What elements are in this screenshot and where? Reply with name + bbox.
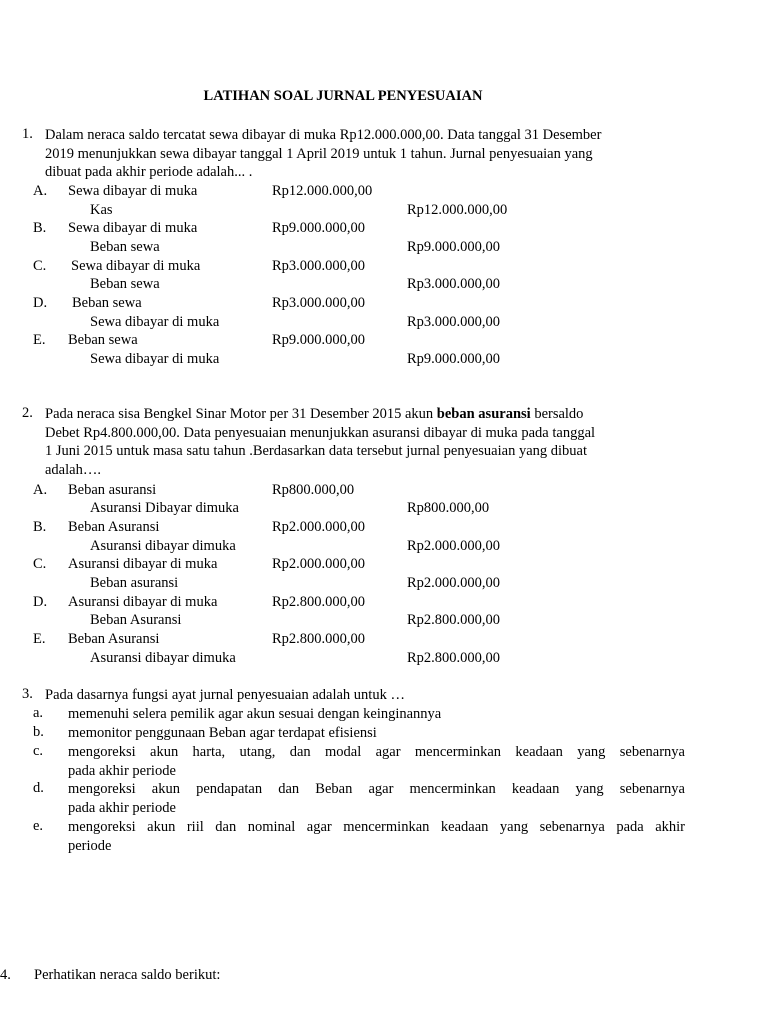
choice-line: pada akhir periode: [68, 799, 176, 816]
debit-account: Asuransi dibayar di muka: [68, 556, 218, 572]
debit-amount: Rp800.000,00: [272, 482, 355, 498]
option-letter: D.: [33, 295, 48, 311]
choice-letter: b.: [33, 724, 44, 740]
credit-amount: Rp12.000.000,00: [407, 202, 508, 218]
option-letter: C.: [33, 258, 47, 274]
choice-line: memonitor penggunaan Beban agar terdapat efisiensi: [68, 725, 377, 741]
question-text: Pada dasarnya fungsi ayat jurnal penyesuaian adalah untuk …: [45, 687, 405, 703]
option-letter: B.: [33, 519, 47, 535]
choice-line: mengoreksi akun harta, utang, dan modal agar mencerminkan keadaan yang sebenarnya: [68, 744, 685, 760]
credit-amount: Rp800.000,00: [407, 500, 490, 516]
question-number: 2.: [22, 405, 33, 421]
debit-account: Beban Asuransi: [68, 519, 160, 535]
choice-line: mengoreksi akun pendapatan dan Beban agar mencerminkan keadaan yang sebenarnya: [68, 781, 685, 797]
question-line: [45, 405, 690, 424]
question-text: [45, 126, 690, 182]
debit-amount: Rp9.000.000,00: [272, 220, 366, 236]
choice-line: periode: [68, 837, 112, 854]
debit-account: Sewa dibayar di muka: [68, 220, 198, 236]
question-text-segment: Pada neraca sisa Bengkel Sinar Motor per 31 Desember 2015 akun: [45, 406, 437, 422]
credit-account: Beban sewa: [90, 239, 160, 255]
debit-account: Sewa dibayar di muka: [71, 258, 201, 274]
choice-text: [68, 780, 685, 817]
credit-amount: Rp2.800.000,00: [407, 650, 501, 666]
choice-text: [68, 705, 685, 724]
debit-amount: Rp2.000.000,00: [272, 556, 366, 572]
debit-account: Asuransi dibayar di muka: [68, 594, 218, 610]
option-letter: D.: [33, 594, 48, 610]
question-text: [45, 405, 690, 479]
question-line: Dalam neraca saldo tercatat sewa dibayar di muka Rp12.000.000,00. Data tanggal 31 Desember: [45, 127, 602, 143]
question-text: Perhatikan neraca saldo berikut:: [34, 967, 221, 983]
credit-amount: Rp2.000.000,00: [407, 538, 501, 554]
debit-amount: Rp12.000.000,00: [272, 183, 373, 199]
choice-line: mengoreksi akun riil dan nominal agar mencerminkan keadaan yang sebenarnya pada akhir: [68, 819, 685, 835]
question-line: 2019 menunjukkan sewa dibayar tanggal 1 April 2019 untuk 1 tahun. Jurnal penyesuaian yang: [45, 145, 593, 162]
debit-amount: Rp3.000.000,00: [272, 258, 366, 274]
debit-account: Beban sewa: [72, 295, 142, 311]
choice-letter: e.: [33, 818, 44, 834]
debit-account: Beban Asuransi: [68, 631, 160, 647]
debit-account: Beban sewa: [68, 332, 138, 348]
credit-amount: Rp9.000.000,00: [407, 239, 501, 255]
credit-account: Beban asuransi: [90, 575, 179, 591]
debit-account: Beban asuransi: [68, 482, 157, 498]
credit-account: Beban sewa: [90, 276, 160, 292]
question-number: 4.: [0, 967, 11, 983]
option-letter: E.: [33, 631, 46, 647]
credit-amount: Rp3.000.000,00: [407, 276, 501, 292]
credit-account: Asuransi dibayar dimuka: [90, 538, 236, 554]
choice-letter: c.: [33, 743, 44, 759]
question-line: Debet Rp4.800.000,00. Data penyesuaian menunjukkan asuransi dibayar di muka pada tanggal: [45, 424, 596, 441]
credit-account: Beban Asuransi: [90, 612, 182, 628]
choice-letter: d.: [33, 780, 44, 796]
choice-letter: a.: [33, 705, 44, 721]
question-line: 1 Juni 2015 untuk masa satu tahun .Berdasarkan data tersebut jurnal penyesuaian yang dibuat: [45, 443, 587, 459]
debit-amount: Rp9.000.000,00: [272, 332, 366, 348]
debit-amount: Rp2.800.000,00: [272, 631, 366, 647]
page-title: LATIHAN SOAL JURNAL PENYESUAIAN: [203, 88, 483, 104]
credit-amount: Rp3.000.000,00: [407, 314, 501, 330]
credit-account: Sewa dibayar di muka: [90, 351, 220, 367]
credit-account: Kas: [90, 202, 113, 218]
debit-amount: Rp3.000.000,00: [272, 295, 366, 311]
bold-term: beban asuransi: [436, 406, 531, 422]
debit-amount: Rp2.800.000,00: [272, 594, 366, 610]
question-number: 1.: [22, 126, 33, 142]
question-line: dibuat pada akhir periode adalah... .: [45, 164, 253, 180]
choice-line: memenuhi selera pemilik agar akun sesuai dengan keinginannya: [68, 706, 442, 722]
choice-text: [68, 743, 685, 780]
choice-line: pada akhir periode: [68, 762, 176, 779]
question-number: 3.: [22, 686, 33, 702]
credit-account: Asuransi dibayar dimuka: [90, 650, 236, 666]
choice-text: [68, 724, 685, 743]
debit-amount: Rp2.000.000,00: [272, 519, 366, 535]
credit-amount: Rp9.000.000,00: [407, 351, 501, 367]
debit-account: Sewa dibayar di muka: [68, 183, 198, 199]
credit-amount: Rp2.000.000,00: [407, 575, 501, 591]
option-letter: A.: [33, 482, 48, 498]
choice-text: [68, 818, 685, 855]
credit-amount: Rp2.800.000,00: [407, 612, 501, 628]
credit-account: Asuransi Dibayar dimuka: [90, 500, 239, 516]
question-line: adalah….: [45, 461, 101, 478]
option-letter: B.: [33, 220, 47, 236]
question-text-segment: bersaldo: [530, 406, 584, 422]
option-letter: A.: [33, 183, 48, 199]
option-letter: E.: [33, 332, 46, 348]
option-letter: C.: [33, 556, 47, 572]
credit-account: Sewa dibayar di muka: [90, 314, 220, 330]
